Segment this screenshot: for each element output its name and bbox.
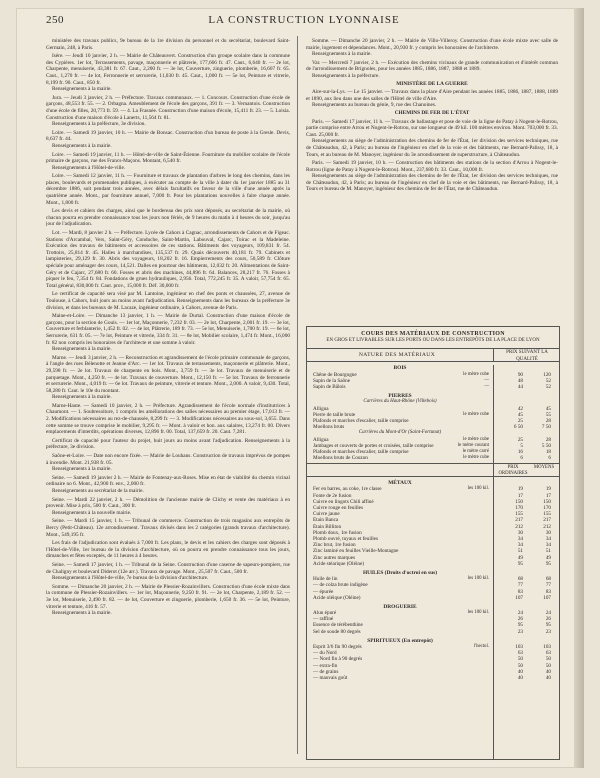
row-v1: 40	[517, 674, 523, 681]
notice-paragraph: Jura. — Jeudi 3 janvier, 2 h. — Préfecture. Travaux communaux. — 1. Concours. Construction d'une école de garçons, 48,553 fr. 55. — 2. Orbagna. Ameublement de l'école des garçons, 391 fr. — 3. Vernantois. Construction d'une école de filles, 20,773 fr. 59. — 4. La Frasnée. Construction d'une maison d'école, 15,411 fr. 23. — 5. Loisia. Construction d'une maison d'école à Lanerts, 11,564 fr. 81.	[46, 94, 290, 121]
metals-price-header	[307, 463, 559, 477]
row-v1: 6 50	[513, 424, 523, 431]
row-v1: 42	[517, 405, 523, 412]
row-label: Plafonds et marches d'escalier, taille comprise	[313, 417, 409, 424]
row-v1: 23	[517, 628, 523, 635]
table-section-heading: DROGUERIE	[383, 603, 417, 610]
notice-paragraph: Loire. — Samedi 19 janvier, 10 h. — Mairie de Bonsac. Construction d'un bureau de poste à la Gresle. Devis, 8,637 fr. 44.	[46, 129, 290, 143]
notice-paragraph: Les frais de l'adjudication sont évalués à 7,000 fr. Les plans, le devis et les cahiers des charges sont déposés à l'Hôtel-de-Ville, 1er bureau de la division d'architecture, où on pourra en prendre connaissance tous les jours, dimanches et fêtes exceptés, de 11 heures à 4 heures.	[46, 540, 290, 560]
row-v2: 217	[543, 517, 551, 524]
row-v2: 52	[545, 377, 551, 384]
row-label: Plomb doux, 1re fusion	[313, 529, 362, 536]
row-v2: 40	[545, 668, 551, 675]
table-row	[307, 561, 559, 567]
row-v2: 40	[545, 674, 551, 681]
row-label: Essence de térébenthine	[313, 622, 363, 629]
row-v2: 6	[548, 455, 551, 462]
page-sheet	[16, 8, 584, 768]
row-label: Acide oléique (Oléine)	[313, 594, 361, 601]
notice-paragraph: Aire-sur-la-Lys. — Le 15 janvier. — Travaux dans la place d'Aire pendant les années 1885, 1886, 1887, 1888, 1889 et 1890, aux lieu dans une des salles de l'Hôtel de ville d'Aire.	[306, 89, 558, 102]
notice-paragraph: Maine-et-Loire. — Dimanche 13 janvier, 1 h. — Mairie de Durtal. Construction d'une maison d'école de garçons, pour la section de Gouis. — 1er lot, Maçonnerie, 7,232 fr. 03. — 2e lot, Charpente, 2,001 fr. 19. — 3e lot, Couverture et ferblanterie, 1,452 fr. 02. — 4e lot, Plâtrerie, 189 fr. 73. — 5e lot, Menuiserie, 1,700 fr. 19. — 6e lot, Serrurerie, 631 fr. 05. — 7e lot, Peinture et vitrerie, 334 fr. 31. — 8e lot, Mobilier scolaire, 1,474 fr. Mont., 16,000 fr. 82 non compris les honoraires de l'architecte et une somme à valoir.	[46, 313, 290, 346]
row-v1: 19	[517, 486, 523, 493]
row-unit: —	[484, 383, 489, 389]
row-v1: 95	[517, 560, 523, 567]
average-price-label: MOYENS	[533, 465, 555, 471]
row-v1: 5	[520, 442, 523, 449]
row-unit: les 100 kil.	[467, 486, 489, 492]
row-label: — de colza brute indigène	[313, 582, 368, 589]
row-v2: 150	[543, 498, 551, 505]
notice-paragraph: Renseignements à la mairie.	[52, 346, 112, 353]
row-label: Moellons bruts	[313, 424, 345, 431]
row-v1: 77	[517, 582, 523, 589]
notice-paragraph: Somme. — Dimanche 20 janvier, 2 h. — Mairie de Villo-Villeroy. Construction d'une école mixte avec salle de mairie, logement et dépendances. Mont., 20,930 fr. y compris les honoraires de l'architecte.	[306, 38, 558, 51]
row-label: Étain Banca	[313, 517, 339, 524]
row-v1: 170	[515, 505, 523, 512]
column-nature-header: NATURE DES MATÉRIAUX	[358, 352, 436, 359]
row-v1: 90	[517, 371, 523, 378]
table-row	[307, 384, 559, 390]
row-label: — épurée	[313, 588, 334, 595]
row-v1: 95	[517, 622, 523, 629]
column-price-header: PRIX SUIVANT LA QUALITÉ	[506, 350, 548, 362]
notice-paragraph: Marne. — Jeudi 3 janvier, 2 h. — Reconstruction et agrandissement de l'école primaire communale de garçons, à l'angle des rues Bélenotte et Jeanne d'Arc. — 1er lot. Travaux de terrassements, maçonnerie et plâtrerie. Mont., 29,598 fr. — 2e lot. Travaux de charpente en bois. Mont., 3,759 fr. — 3e lot. Travaux de menuiserie et de parquetage. Mont., 4,250 fr. — 4e lot. Travaux de couverture. Mont., 12,150 fr. — 5e lot. Travaux de ferronnerie et serrurerie. Mont., 4,019 fr. — 6e lot. Travaux de peinture, vitrerie et tenture. Mont., 2,000. A valoir, 9,430. Total, 58,280 fr. Caut. le 10e du montant.	[46, 354, 290, 394]
notice-paragraph: Paris. — Samedi 17 janvier, 11 h. — Travaux de ballastage et pose de voie de la ligne de Patay à Nogent-le-Rotrou, partie comprise entre Arrou et Nogent-le-Rotrou, sur une longueur de 49 kil. 100 mètres environ. Mont. 703,000 fr. 33. Caut. 25,000 fr.	[306, 118, 558, 138]
row-label: Alligua	[313, 405, 329, 412]
notice-paragraph: Var. — Mercredi 7 janvier, 2 h. — Exécution des chemins vicinaux de grande communication et d'intérêt commun de l'arrondissement de Brignoles, pour les années 1885, 1886, 1887, 1888 et 1889.	[306, 59, 558, 73]
row-label: Sel de soude 80 degrés	[313, 628, 361, 635]
row-label: Cuivre en lingots Chili affiné	[313, 498, 374, 505]
row-v1: 68	[517, 576, 523, 583]
notice-paragraph: Renseignements à la mairie.	[52, 394, 112, 401]
row-label: Zinc autres marques	[313, 554, 356, 561]
row-v1: 45	[517, 411, 523, 418]
row-label: — Nord fin à 90 degrés	[313, 656, 363, 663]
row-label: Alun épuré	[313, 610, 337, 617]
row-label: Sapin de la Saône	[313, 377, 351, 384]
notice-paragraph: Seine. — Mardi 15 janvier, 1 h. — Tribunal de commerce. Construction de trois magasins aux entrepôts de Bercy (Petit-Château). 12e arrondissement. Travaux divisés dans les 2 catégories (grands travaux d'architecture). Mont., 549,195 fr.	[46, 518, 290, 538]
price-table-header	[307, 348, 559, 362]
row-v2: 50	[545, 662, 551, 669]
row-v2: 26	[545, 616, 551, 623]
notice-paragraph: Le certificat de capacité sera visé par M. Lantoine, ingénieur en chef des ponts et chaussées, 27, avenue de Toulouse, à Cahors, huit jours au moins avant l'adjudication. Renseignements dans les bureaux de la préfecture 3e division, et dans les bureaux de M. Lacaze, ingénieur ordinaire, à Cahors, avenue de Paris.	[46, 291, 290, 311]
notice-paragraph: Renseignements au siège de l'administration des chemins de fer de l'État, 1er division des services techniques, rue de Châteaudun, 42, à Paris; au bureau de l'ingénieur en chef de la voie et des bâtiments, rue Bernard-Palissy, 18, à Tours et bureau de M. Manoyer, ingénieur des chemins de fer de l'État, rue de Châteaudun.	[306, 173, 558, 193]
notice-paragraph: Seine. — Mardi 22 janvier, 2 h. — Démolition de l'ancienne mairie de Clichy et vente des matériaux à en provenir. Mise à prix, 500 fr. Caut., 300 fr.	[46, 496, 290, 510]
row-v1: 17	[517, 492, 523, 499]
row-v2: 120	[543, 371, 551, 378]
notice-paragraph: Renseignements au bureau du génie, 9, rue des Chanoines.	[312, 102, 437, 109]
row-v1: 25	[517, 436, 523, 443]
row-v1: 30	[517, 529, 523, 536]
row-label: Cuivre rouge en feuilles	[313, 505, 363, 512]
row-v1: 155	[515, 511, 523, 518]
table-row	[307, 629, 559, 635]
row-label: Esprit 3/6 fin 90 degrés	[313, 644, 362, 651]
notice-paragraph: Somme. — Dimanche 20 janvier, 2 h. — Mairie de Plessier-Rozainvillers. Construction d'une école mixte dans la commune de Plessier-Rozainvillers. — 1er lot, Maçonnerie, 9,250 fr. 91. — 2e lot, Charpente, 2,189 fr. 52. — 3e lot, Menuiserie, 2,490 fr. 82. — 4e lot, Couverture et zinguerie, plomberie, 1,650 fr. 36. — 5e lot, Peinture, vitrerie et tenture, 416 fr. 57.	[46, 583, 290, 610]
row-label: Fonte de 2e fusion	[313, 492, 352, 499]
row-label: Jambages et couverts de portes et croisées, taille comprise	[313, 442, 434, 449]
row-v2: 103	[543, 644, 551, 651]
row-v2: 18	[545, 448, 551, 455]
notice-paragraph: Renseignements au secrétariat de la mairie.	[52, 488, 144, 494]
row-v1: 50	[517, 656, 523, 663]
row-label: — raffiné	[313, 616, 334, 623]
column-divider	[297, 36, 298, 754]
row-label: Huile de lin	[313, 576, 338, 583]
notice-paragraph: Renseignements à la mairie.	[312, 51, 372, 58]
row-unit: —	[484, 377, 489, 383]
table-row	[307, 595, 559, 601]
notice-paragraph: Isère. — Jeudi 10 janvier, 2 h. — Mairie de Châteauvert. Construction d'un groupe scolaire dans la commune des Cypières. 1er lot, Terrassements, pavage, maçonnerie et plâtrerie, 177,666 fr. 47. Caut., 6,640 fr. — 2e lot, Charpente, menuiserie, 43,381 fr. 67. Caut., 2,200 fr. — 3e lot, Couverture, zinguerie, plomberie, 16,607 fr. 65. Caut., 1,270 fr. — 4e lot, Ferronnerie et serrurerie, 11,030 fr. 45. Caut., 1,000 fr. — 5e lot, Peinture et vitrerie, 8,199 fr. 90. Caut., 850 fr.	[46, 53, 290, 86]
row-label: — mauvais goût	[313, 674, 348, 681]
row-unit: l'hectol.	[473, 644, 489, 650]
row-v1: 50	[517, 662, 523, 669]
row-v2: 17	[545, 492, 551, 499]
row-unit: le mètre cube	[463, 371, 489, 377]
row-v2: 95	[545, 560, 551, 567]
row-label: Zinc brut, 1re fusion	[313, 542, 356, 549]
notice-paragraph: Paris. — Samedi 19 janvier, 10 h. — Construction des bâtiments des stations de la section d'Arrou à Nogent-le-Rotrou (ligne de Patay à Nogent-le-Rotrou). Mont., 237,680 fr. 33. Caut., 10,000 fr.	[306, 160, 558, 173]
section-heading: CHEMINS DE FER DE L'ÉTAT	[394, 109, 470, 116]
row-v2: 19	[545, 486, 551, 493]
row-v2: 24	[545, 610, 551, 617]
row-v2: 50	[545, 656, 551, 663]
row-label: — extra-fin	[313, 662, 338, 669]
row-v2: 55	[545, 411, 551, 418]
row-v2: 83	[545, 588, 551, 595]
row-v1: 48	[517, 377, 523, 384]
row-unit: le mètre cube	[463, 436, 489, 442]
row-v1: 34	[517, 542, 523, 549]
row-v2: 34	[545, 542, 551, 549]
row-label: Chêne de Bourgogne	[313, 371, 357, 378]
notice-paragraph: Renseignements à la mairie.	[52, 466, 112, 473]
row-label: — du Nord	[313, 650, 337, 657]
row-label: Moellons bruts de Couzon	[313, 455, 368, 462]
price-table	[306, 326, 560, 760]
price-table-rows	[307, 365, 559, 681]
table-section-heading: SPIRITUEUX (En entrepôt)	[367, 637, 433, 644]
row-label: Étain Billiton	[313, 523, 342, 530]
table-section-heading: PIERRES	[388, 393, 412, 400]
notice-paragraph: Renseignements à la nouvelle mairie.	[52, 509, 132, 516]
notice-paragraph: Lot. — Mardi, 8 janvier 2 h. — Préfecture. Lycée de Cahors à Cagnac, arrondissements de Cahors et de Figeac. Stations d'Arcambal, Vers, Saint-Géry, Conduche, Saint-Martin, Labouval, Cajarc, Toirac et la Madeleine. Exécution des travaux de bâtiments et accessoires de ces stations. Bâtiments des voyageurs, 109,831 fr. 54. Trottoirs, 25,814 fr. 45. Halles à marchandises, 135,537 fr. 29. Quais découverts 40,181 fr. 79. Cabinets et lampisteries, 29,129 fr. 30. Abris des voyageurs, 18,202 fr. 16. Empierrements des cours, 50,589 fr. Clôture spéciale pour aménager des cours, 14,521. Dalles en pourtour des bâtiments, 12,032 fr. 20. Alimentations de Saint-Géry et de Cajarc, 27,680 fr. 60. Fosses et abris des machines, 44,896 fr. 64. Balances, 28,217 fr. 76. Fosses à piquer le feu, 7,354 fr. 84. Fondations de grues hydrauliques, 2,956. Total, 772,245 fr. 35. A valoir, 57,754 fr. 65. Total général, 830,000 fr. Caut. prov., 15,000 fr. Déf. 30,000 fr.	[46, 230, 290, 289]
row-label: Alligua	[313, 436, 329, 443]
row-unit: le mètre cube	[463, 411, 489, 417]
table-subsection-heading: Carrières du Haut-Rhône (Villebois)	[363, 399, 437, 405]
price-table-title: COURS DES MATÉRIAUX DE CONSTRUCTION	[361, 331, 505, 337]
journal-title: LA CONSTRUCTION LYONNAISE	[208, 14, 400, 26]
notice-paragraph: Loire. — Samedi 19 janvier, 11 h. — Hôtel-de-ville de Saint-Étienne. Fourniture du mobilier scolaire de l'école primaire de garçons, rue des Francs-Maçons. Montant, 6,540 fr.	[46, 151, 290, 165]
row-v2: 30	[545, 529, 551, 536]
row-v2: 107	[543, 594, 551, 601]
row-label: Plafonds et marches d'escalier, taille comprise	[313, 448, 409, 455]
row-v2: 5 50	[541, 442, 551, 449]
row-label: Sapin de Bâlois	[313, 383, 346, 390]
row-v2: 49	[545, 554, 551, 561]
notice-paragraph: Renseignements au siège de l'administration des chemins de fer de l'État, 1er division des services techniques, rue de Châteaudun, 42, à Paris; au bureau de l'ingénieur en chef de la voie et des bâtiments, rue Bernard-Palissy, 18, à Tours, et au bureau de M. Manoyer, ingénieur du 3e arrondissement de superstructure, à Châteaudun.	[306, 138, 558, 158]
row-unit: le mètre carré	[462, 448, 489, 454]
row-v2: 95	[545, 622, 551, 629]
table-subsection-heading: Carrières du Mont-d'Or (Saint-Fortunat)	[358, 430, 442, 436]
row-v1: 6	[520, 455, 523, 462]
row-v2: 51	[545, 548, 551, 555]
row-v1: 24	[517, 610, 523, 617]
row-v1: 44	[517, 383, 523, 390]
notice-paragraph: Renseignements à la préfecture.	[312, 72, 380, 79]
row-v2: 68	[545, 576, 551, 583]
notice-paragraph: Renseignements à la mairie.	[52, 86, 112, 93]
notice-paragraph: Loire. — Samedi 12 janvier, 11 h. — Fourniture et travaux de plantation d'arbres le long des chemins, dans les places, boulevards et promenades publiques, à exécuter au compte de la ville à dater du 1er janvier 1885 au 31 décembre 1886, soit pendant trois années, avec délais facultatifs en faveur de la ville d'une année après la quatrième année. Mont., par fourniture annuel, 7,000 fr. Pour les plantations nouvelles à faire chaque année. Mont., 1,800 fr.	[46, 173, 290, 206]
row-unit: les 100 kil.	[467, 610, 489, 616]
row-v1: 16	[517, 448, 523, 455]
table-row	[307, 675, 559, 681]
notice-paragraph: Marne-Haute. — Samedi 10 janvier, 2 h. — Préfecture. Agrandissement de l'école normale d'institutrices à Chaumont. — 1. Soubresoiture, 1 compris les améliorations des salles nécessaires au premier étage, 17,013 fr. — 2. Modifications nécessaires au rez-de-chaussée, 8,299 fr. — 3. Modifications nécessaires au sous-sol, 3,655. Dans cette somme se trouve comprise le mobilier, 9,295 fr. — Mont. à valoir et hon. aux salaires, 13,274 fr. 00. Divers emplacements d'interdits, opérations diverses, 12,896 fr. 00. Total, 137,659 fr. 20. Caut. 7,281.	[46, 402, 290, 436]
row-v2: 28	[545, 417, 551, 424]
row-v1: 63	[517, 650, 523, 657]
price-table-subtitle: EN GROS ET LIVRABLES SUR LES PORTS OU DANS LES ENTREPÔTS DE LA PLACE DE LYON	[326, 338, 540, 344]
row-unit: le mètre cube	[463, 455, 489, 461]
row-v1: 217	[515, 517, 523, 524]
notice-paragraph: Renseignements à la mairie.	[52, 142, 112, 149]
row-v2: 23	[545, 628, 551, 635]
row-v2: 7 50	[541, 424, 551, 431]
page-header	[46, 14, 562, 30]
row-v1: 83	[517, 588, 523, 595]
row-v2: 28	[545, 436, 551, 443]
notice-paragraph: ministère des travaux publics, 9e bureau de la 1re division du personnel et du secrétariat, boulevard Saint-Germain, 248, à Paris.	[46, 38, 290, 51]
row-unit: le mètre courant	[457, 442, 489, 448]
row-label: Acide stéarique (Oléine)	[313, 560, 364, 567]
row-label: Cuivre jaune	[313, 511, 340, 518]
row-label: Pierre de taille brute	[313, 411, 356, 418]
section-heading: MINISTÈRE DE LA GUERRE	[396, 80, 468, 87]
row-v1: 26	[517, 616, 523, 623]
page-edge	[574, 8, 584, 768]
row-v1: 49	[517, 554, 523, 561]
row-v2: 45	[545, 405, 551, 412]
row-v2: 63	[545, 650, 551, 657]
row-v2: 170	[543, 505, 551, 512]
notice-paragraph: Renseignements à la mairie.	[52, 610, 112, 617]
row-label: Plomb ouvré, tuyaux et feuilles	[313, 535, 378, 542]
page-number: 250	[46, 14, 64, 26]
table-section-heading: HUILES (Droits d'octroi en sus)	[362, 569, 438, 576]
row-v1: 107	[515, 594, 523, 601]
left-column	[46, 36, 290, 760]
row-label: — de grains	[313, 668, 339, 675]
notice-paragraph: Saône-et-Loire. — Date non encore fixée. — Mairie de Louhans. Construction de travaux imprévus de pompes à incendie. Mont. 21,938 fr. 05.	[46, 453, 290, 466]
row-label: Fer en barres, au coke, 1re classe	[313, 486, 382, 493]
table-section-heading: BOIS	[393, 365, 407, 372]
notice-paragraph: Seine. — Samedi 19 janvier 2 h. — Mairie de Fontenay-aux-Roses. Mise en état de viabilité du chemin vicinal ordinaire no 6. Mont., 42,900 fr. env., 2,000 fr.	[46, 474, 290, 488]
row-v1: 150	[515, 498, 523, 505]
row-v2: 34	[545, 535, 551, 542]
row-v1: 25	[517, 417, 523, 424]
notice-paragraph: Certificat de capacité pour l'auteur du projet, huit jours au moins avant l'adjudication. Renseignements à la préfecture, 3e division.	[46, 437, 290, 451]
row-v1: 51	[517, 548, 523, 555]
row-v2: 212	[543, 523, 551, 530]
row-v2: 77	[545, 582, 551, 589]
table-section-heading: MÉTAUX	[388, 480, 412, 487]
notice-paragraph: Renseignements à la préfecture, 3e division.	[52, 121, 146, 128]
row-v2: 52	[545, 383, 551, 390]
table-row	[307, 424, 559, 430]
row-v1: 40	[517, 668, 523, 675]
notice-paragraph: Renseignements à l'Hôtel-de-ville, 7e bureau de la division d'architecture.	[52, 575, 209, 582]
row-v1: 212	[515, 523, 523, 530]
row-v2: 155	[543, 511, 551, 518]
notice-paragraph: Seine. — Samedi 17 janvier, 1 h. — Tribunal de la Seine. Construction d'une caserne de sapeurs-pompiers, rue de Chaligny et boulevard Diderot (12e arr.). Travaux de pavage. Mont., 25,507 fr. Caut., 500 fr.	[46, 561, 290, 575]
notice-paragraph: Les devis et cahiers des charges, ainsi que le bordereau des prix sont déposés, au secrétariat de la mairie, où chacun pourra en prendre connaissance tous les jours non fériés, de 9 heures du matin à 4 heures du soir, jusqu'au jour de l'adjudication.	[46, 208, 290, 228]
row-label: Zinc laminé en feuilles Vieille-Montagne	[313, 548, 399, 555]
notice-paragraph: Renseignements à l'Hôtel-de-ville.	[52, 164, 126, 171]
row-unit: les 100 kil.	[467, 576, 489, 582]
row-v1: 34	[517, 535, 523, 542]
row-v1: 103	[515, 644, 523, 651]
table-row	[307, 455, 559, 461]
ordinary-price-label: PRIX ORDINAIRES	[498, 465, 528, 477]
